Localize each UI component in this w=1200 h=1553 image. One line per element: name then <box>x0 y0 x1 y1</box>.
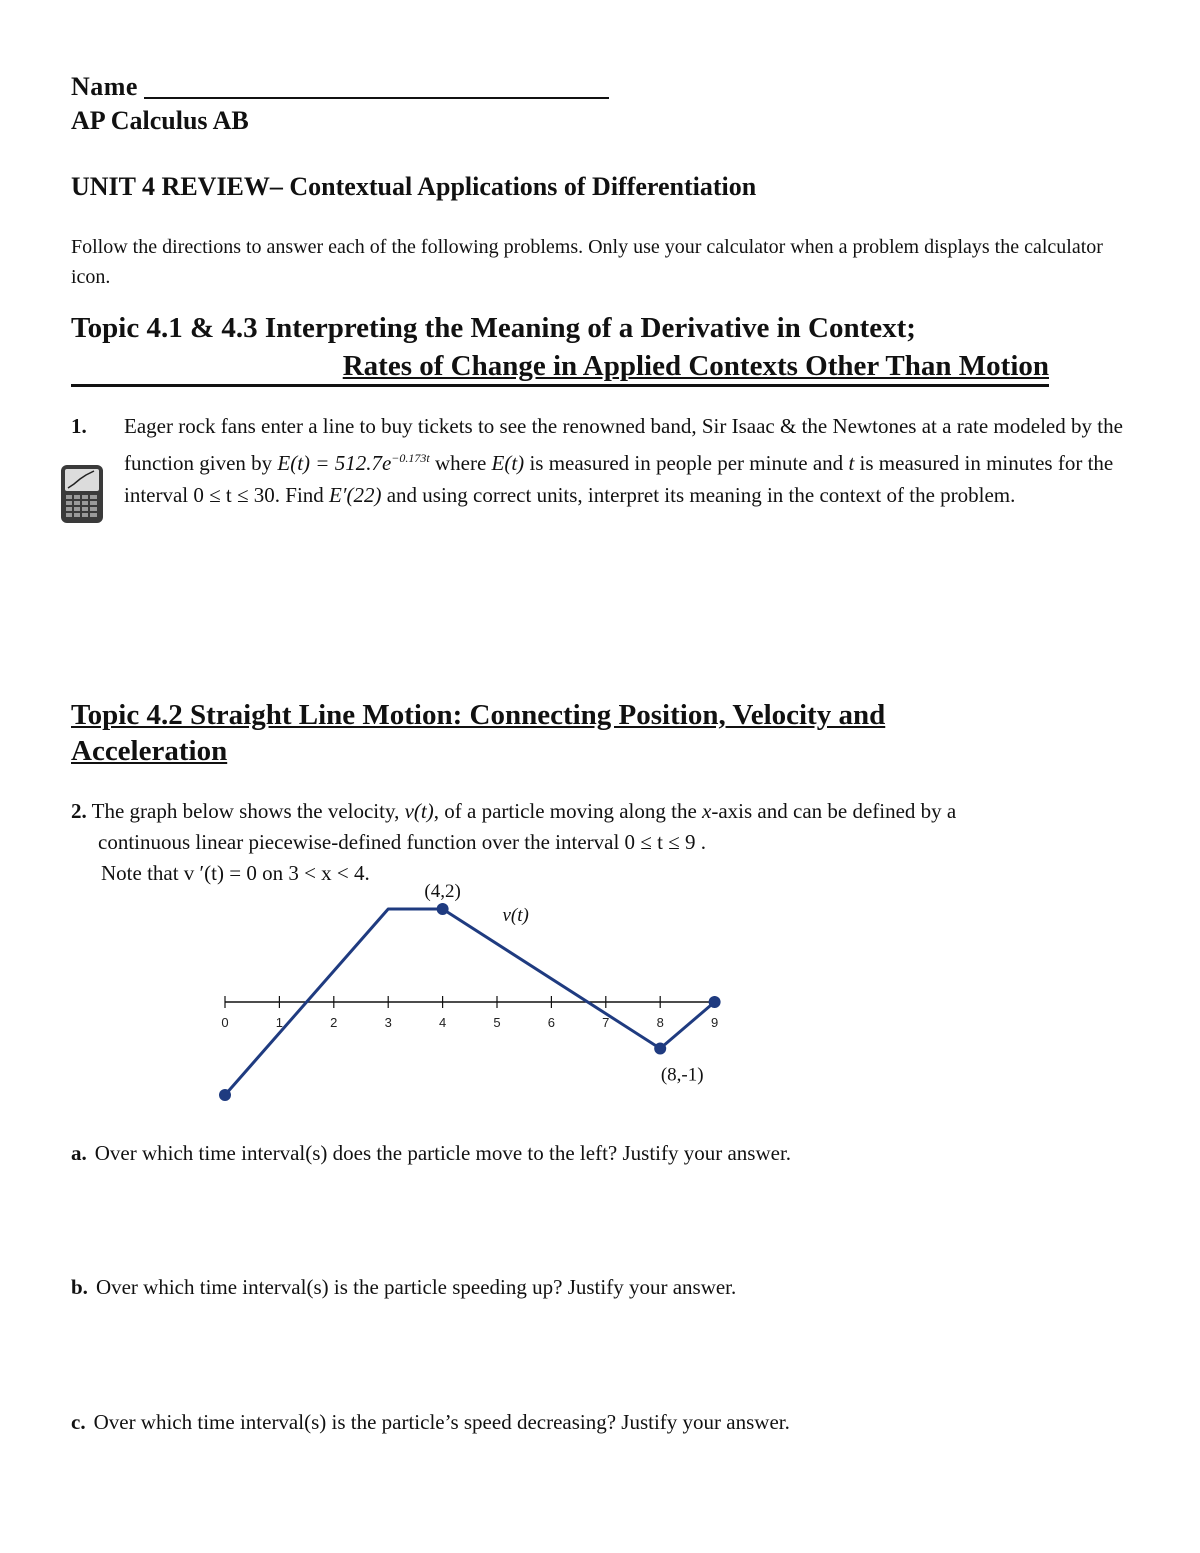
p2-text-a: The graph below shows the velocity, <box>86 799 405 823</box>
problem1-number: 1. <box>71 414 87 438</box>
p1-text-f: and using correct units, interpret its meaning in the context of the problem. <box>381 483 1016 507</box>
p1-text-c: is measured in people per minute and <box>524 451 849 475</box>
annotation-8-neg1: (8,-1) <box>660 1064 704 1086</box>
velocity-graph <box>200 881 740 1107</box>
problem2-text <box>71 796 1131 889</box>
x-tick-label-7: 7 <box>602 1015 610 1030</box>
name-label: Name <box>71 72 138 101</box>
x-tick-label-4: 4 <box>438 1015 447 1030</box>
problem2-number: 2. <box>71 799 87 823</box>
p1-var-t: t <box>848 451 855 475</box>
topic1-heading: Topic 4.1 & 4.3 Interpreting the Meaning of a Derivative in Context; <box>71 312 916 344</box>
p1-function: E(t) = 512.7e <box>277 451 392 475</box>
point-t9 <box>709 996 721 1008</box>
x-tick-label-9: 9 <box>710 1015 719 1030</box>
unit-title: UNIT 4 REVIEW– Contextual Applications of Differentiation <box>71 172 757 201</box>
part-a-text: Over which time interval(s) does the particle move to the left? Justify your answer. <box>94 1141 792 1165</box>
problem1-text <box>124 410 1134 511</box>
x-tick-label-6: 6 <box>547 1015 556 1030</box>
part-b <box>71 1275 736 1300</box>
topic1-heading-line2 <box>71 350 1049 387</box>
course-title: AP Calculus AB <box>71 106 249 135</box>
part-a <box>71 1141 791 1166</box>
p1-text-e: . Find <box>274 483 330 507</box>
x-tick-label-2: 2 <box>330 1015 338 1030</box>
p1-interval: 0 ≤ t ≤ 30 <box>193 483 275 507</box>
p2-line2: continuous linear piecewise-defined function over the interval 0 ≤ t ≤ 9 . <box>98 830 706 854</box>
p1-exponent: −0.173t <box>391 451 430 465</box>
point-t8 <box>654 1043 666 1055</box>
calculator-icon <box>60 464 104 524</box>
part-b-text: Over which time interval(s) is the particle speeding up? Justify your answer. <box>95 1275 737 1299</box>
x-tick-label-8: 8 <box>656 1015 664 1030</box>
x-tick-label-5: 5 <box>493 1015 501 1030</box>
part-b-label: b. <box>71 1275 88 1299</box>
part-c-text: Over which time interval(s) is the particle’s speed decreasing? Justify your answer. <box>93 1410 790 1434</box>
p2-line3: Note that v ′(t) = 0 on 3 < x < 4. <box>101 861 370 885</box>
name-field <box>71 72 609 102</box>
annotation-4-2: (4,2) <box>424 881 461 902</box>
p1-text-d: is measured in minutes for the interval <box>124 451 1114 507</box>
velocity-graph-svg <box>200 881 740 1102</box>
p1-text-b: where <box>429 451 492 475</box>
directions: Follow the directions to answer each of the following problems. Only use your calculator when a problem displays the calculator icon. <box>71 236 1103 288</box>
x-tick-label-3: 3 <box>384 1015 392 1030</box>
p1-derivative: E′(22) <box>329 483 382 507</box>
x-tick-label-1: 1 <box>275 1015 284 1030</box>
part-a-label: a. <box>71 1141 87 1165</box>
point-t4 <box>437 903 449 915</box>
p2-xvar: x <box>702 799 712 823</box>
p2-text-b: , of a particle moving along the <box>433 799 703 823</box>
p1-function-ref: E(t) <box>491 451 525 475</box>
name-blank-line[interactable] <box>144 73 609 99</box>
p2-vt: v(t) <box>404 799 434 823</box>
p2-text-c: -axis and can be defined by a <box>711 799 957 823</box>
topic2-heading: Topic 4.2 Straight Line Motion: Connecting Position, Velocity and Acceleration <box>71 699 886 767</box>
series-label-vt: v(t) <box>502 905 529 926</box>
part-c <box>71 1410 790 1435</box>
part-c-label: c. <box>71 1410 86 1434</box>
p1-text-a: Eager rock fans enter a line to buy tickets to see the renowned band, Sir Isaac & the Newtones at a rate modeled by the function given by <box>124 414 1123 475</box>
topic1-subtitle: Rates of Change in Applied Contexts Other Than Motion <box>342 350 1049 382</box>
x-tick-label-0: 0 <box>221 1015 229 1030</box>
point-t0 <box>219 1089 231 1101</box>
